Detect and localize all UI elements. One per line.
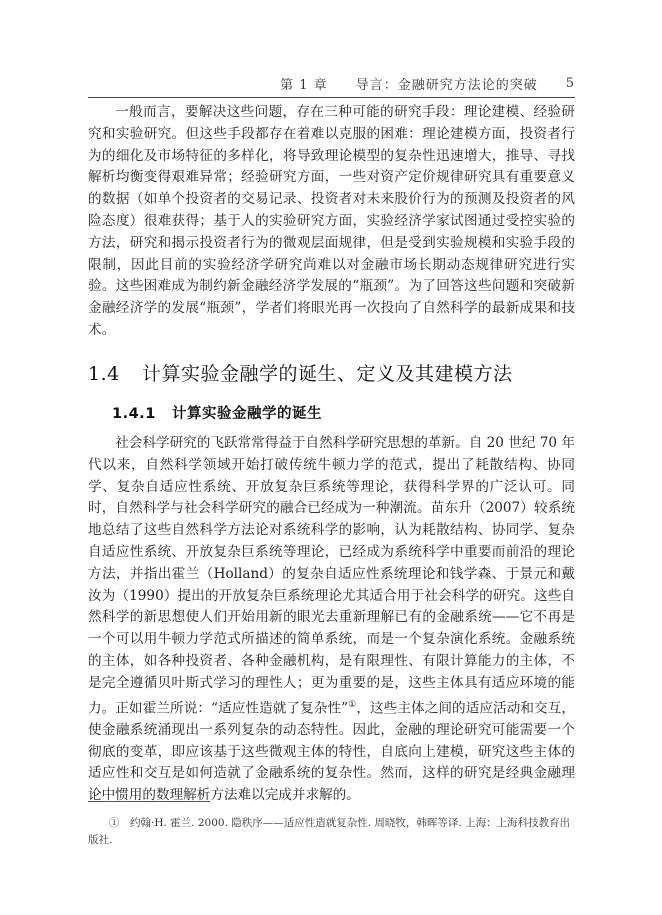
footnote-reference[interactable]: ① [348,699,357,710]
body-text-part-1: 社会科学研究的飞跃常常得益于自然科学研究思想的革新。自 20 世纪 70 年代以来，自然科学领域开始打破传统牛顿力学的范式，提出了耗散结构、协同学、复杂自适应性系统、开放复杂巨系统等理论，获得科学界的广泛认可。同时，自然科学与社会科学研究的融合已经成为一种潮流。苗东升（2007）较系统地总结了这些自然科学方法论对系统科学的影响，认为耗散结构、协同学、复杂自适应性系统、开放复杂巨系统等理论，已经成为系统科学中重要而前沿的理论方法，并指出霍兰（Holland）的复杂自适应性系统理论和钱学森、于景元和戴汝为（1990）提出的开放复杂巨系统理论尤其适合用于社会科学的研究。这些自然科学的新思想使人们开始用新的眼光去重新理解已有的金融系统——它不再是一个可以用牛顿力学范式所描述的简单系统，而是一个复杂演化系统。金融系统的主体，如各种投资者、各种金融机构，是有限理性、有限计算能力的主体，不是完全遵循贝叶斯式学习的理性人；更为重要的是，这些主体具有适应环境的能力。正如霍兰所说：“适应性造就了复杂性” [88,435,575,717]
subsection-number: 1.4.1 [112,406,156,422]
footnote: ① 约翰·H. 霍兰. 2000. 隐秩序——适应性造就复杂性. 周晓牧，韩晖等译. 上海：上海科技教育出版社. [88,817,571,846]
subsection-heading [112,402,322,423]
chapter-label: 第 1 章 [280,77,328,93]
intro-paragraph: 一般而言，要解决这些问题，存在三种可能的研究手段：理论建模、经验研究和实验研究。但这些手段都存在着难以克服的困难：理论建模方面，投资者行为的细化及市场特征的多样化，将导致理论模型的复杂性迅速增大，推导、寻找解析均衡变得艰难异常；经验研究方面，一些对资产定价规律研究具有重要意义的数据（如单个投资者的交易记录、投资者对未来股价行为的预测及投资者的风险态度）很难获得；基于人的实验研究方面，实验经济学家试图通过受控实验的方法，研究和揭示投资者行为的微观层面规律，但是受到实验规模和实验手段的限制，因此目前的实验经济学研究尚难以对金融市场长期动态规律研究进行实验。这些困难成为制约新金融经济学发展的“瓶颈”。为了回答这些问题和突破新金融经济学的发展“瓶颈”，学者们将眼光再一次投向了自然科学的最新成果和技术。 [88,104,575,338]
header-rule [88,97,575,98]
body-text-part-2: ，这些主体之间的适应活动和交互，使金融系统涌现出一系列复杂的动态特性。因此，金融的理论研究可能需要一个彻底的变革，即应该基于这些微观主体的特性，自底向上建模，研究这些主体的适应性和交互是如何造就了金融系统的复杂性。然而，这样的研究是经典金融理论中惯用的数理解析方法难以完成并求解的。 [88,700,575,804]
running-header [88,72,575,94]
section-title: 计算实验金融学的诞生、定义及其建模方法 [142,363,513,385]
page-number: 5 [565,75,575,91]
chapter-title: 导言：金融研究方法论的突破 [355,77,538,93]
section-number: 1.4 [88,363,120,385]
body-paragraph [88,433,575,807]
section-heading [88,359,575,386]
footnote-rule [88,801,210,802]
subsection-title: 计算实验金融学的诞生 [172,406,322,422]
